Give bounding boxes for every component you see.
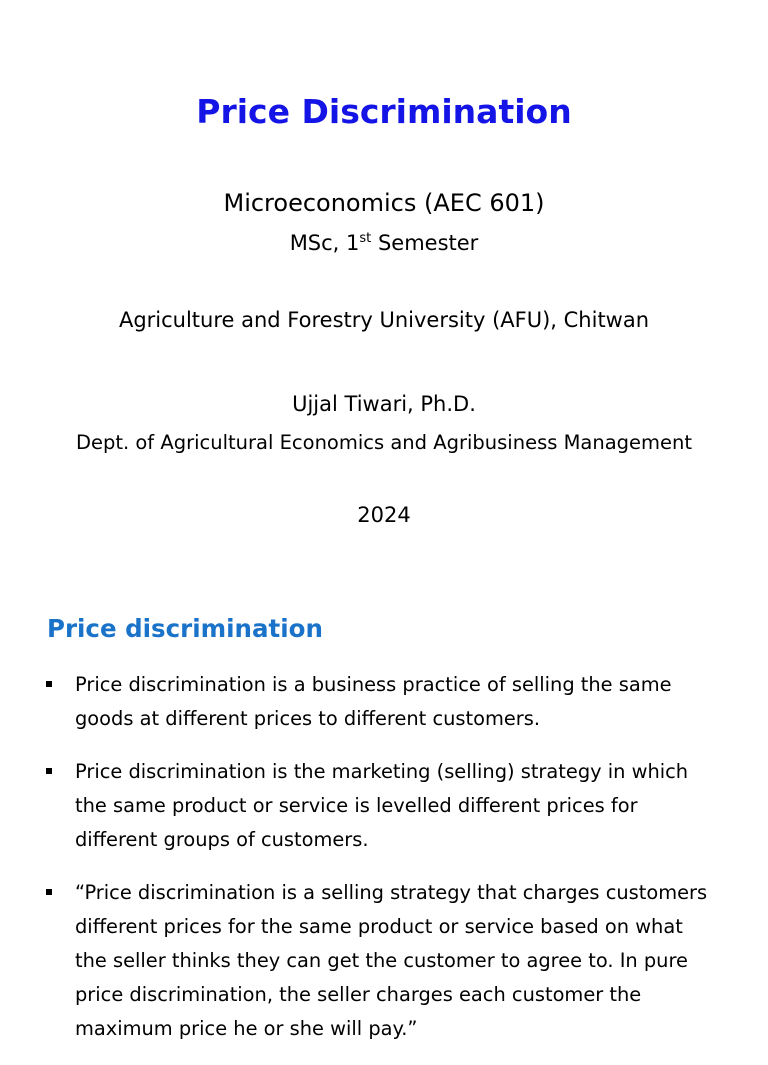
bullet-text-line: price discrimination, the seller charges each customer the bbox=[75, 983, 642, 1006]
semester-ordinal-suffix: st bbox=[359, 231, 372, 246]
bullet-item bbox=[0, 755, 768, 857]
semester-line bbox=[0, 231, 768, 255]
bullet-list bbox=[0, 668, 768, 1065]
section-heading: Price discrimination bbox=[47, 614, 323, 643]
bullet-text-line: Price discrimination is a business practice of selling the same bbox=[75, 673, 672, 696]
square-bullet-icon bbox=[46, 889, 52, 895]
bullet-text-line: goods at different prices to different customers. bbox=[75, 707, 541, 730]
course-name: Microeconomics (AEC 601) bbox=[223, 189, 545, 217]
bullet-text-line: “Price discrimination is a selling strategy that charges customers bbox=[75, 881, 708, 904]
bullet-text-line: different groups of customers. bbox=[75, 828, 369, 851]
bullet-text-line: maximum price he or she will pay.” bbox=[75, 1017, 418, 1040]
content-slide bbox=[0, 580, 768, 1040]
bullet-text-line: the seller thinks they can get the customer to agree to. In pure bbox=[75, 949, 688, 972]
bullet-item bbox=[0, 876, 768, 1046]
semester-prefix: MSc, 1 bbox=[289, 231, 360, 255]
department-name: Dept. of Agricultural Economics and Agribusiness Management bbox=[75, 431, 693, 454]
university-name: Agriculture and Forestry University (AFU), Chitwan bbox=[118, 308, 650, 332]
bullet-text-line: Price discrimination is the marketing (selling) strategy in which bbox=[75, 760, 689, 783]
square-bullet-icon bbox=[46, 681, 52, 687]
page-title: Price Discrimination bbox=[196, 92, 572, 131]
square-bullet-icon bbox=[46, 768, 52, 774]
author-name: Ujjal Tiwari, Ph.D. bbox=[292, 392, 476, 416]
bullet-text-line: different prices for the same product or service based on what bbox=[75, 915, 683, 938]
semester-suffix: Semester bbox=[371, 231, 479, 255]
bullet-text-line: the same product or service is levelled different prices for bbox=[75, 794, 638, 817]
bullet-item bbox=[0, 668, 768, 736]
year: 2024 bbox=[357, 503, 411, 527]
